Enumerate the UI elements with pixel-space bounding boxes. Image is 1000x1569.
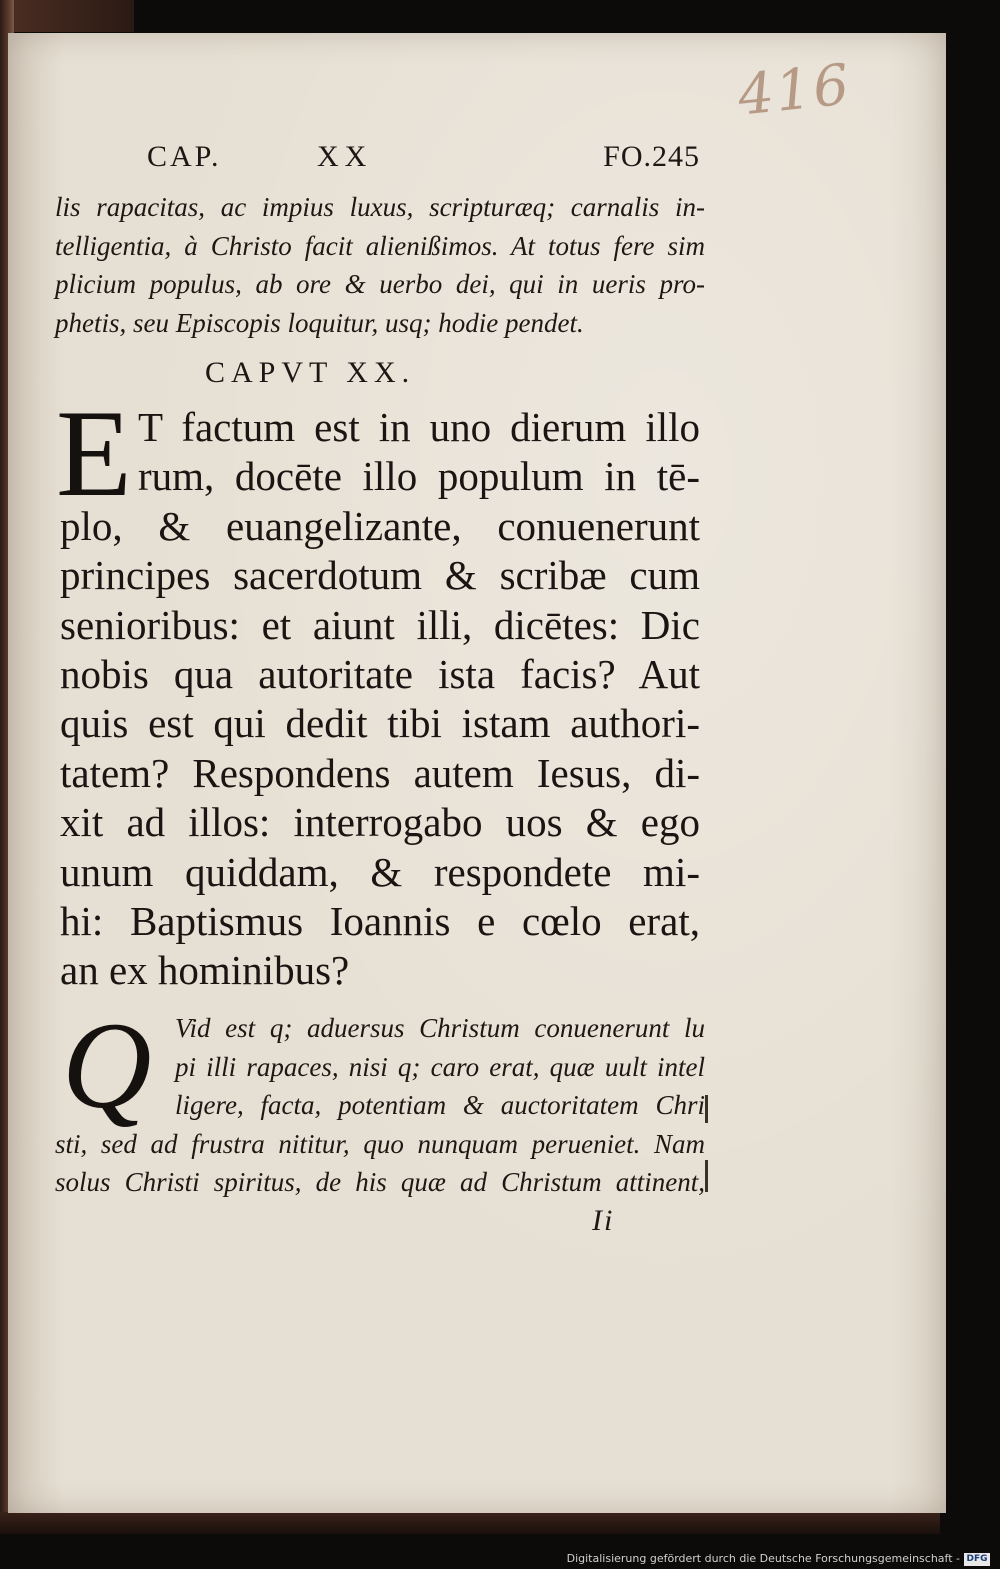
drop-cap-e: E <box>56 385 132 522</box>
dfg-logo: DFG <box>964 1553 990 1566</box>
margin-mark <box>705 1160 708 1192</box>
commentary-line: plicium populus, ab ore & uerbo dei, qui in ueris pro- <box>55 269 705 299</box>
scripture-line: T factum est in uno dierum illo <box>138 404 700 450</box>
commentary-line: phetis, seu Episcopis loquitur, usq; hodie pendet. <box>55 307 584 338</box>
drop-cap-q: Q <box>62 997 152 1134</box>
pencil-folio-number: 416 <box>734 52 854 129</box>
scripture-line: senioribus: et aiunt illi, dicētes: Dic <box>60 601 700 648</box>
gloss-line: pi illi rapaces, nisi q; caro erat, quæ uult intel <box>175 1051 705 1082</box>
commentary-continuation <box>55 188 705 342</box>
scripture-line: unum quiddam, & respondete mi- <box>60 848 700 895</box>
running-head-folio: FO.245 <box>603 140 700 173</box>
commentary-line: telligentia, à Christo facit alienißimos. At totus fere sim <box>55 230 705 261</box>
gloss-line: ligere, facta, potentiam & auctoritatem Chri <box>175 1090 705 1120</box>
scripture-line: hi: Baptismus Ioannis e cœlo erat, <box>60 897 700 944</box>
bottom-edge <box>0 1512 940 1534</box>
scripture-line: xit ad illos: interrogabo uos & ego <box>60 799 700 846</box>
margin-mark <box>705 1095 708 1123</box>
scripture-line: plo, & euangelizante, conuenerunt <box>60 502 700 549</box>
running-head-number: XX <box>317 140 373 173</box>
chapter-heading: CAPVT XX. <box>205 356 416 389</box>
scripture-line: principes sacerdotum & scribæ cum <box>60 552 700 599</box>
scripture-line: an ex hominibus? <box>60 947 350 994</box>
scripture-text <box>60 403 700 996</box>
cover-edge <box>14 0 134 32</box>
scripture-line: quis est qui dedit tibi istam authori- <box>60 700 700 747</box>
gloss-line: solus Christi spiritus, de his quæ ad Christum attinent, <box>55 1167 705 1197</box>
commentary-line: lis rapacitas, ac impius luxus, scripturæq; carnalis in- <box>55 192 705 222</box>
digitization-credit: Digitalisierung gefördert durch die Deutsche Forschungsgemeinschaft - <box>566 1552 960 1565</box>
scripture-line: nobis qua autoritate ista facis? Aut <box>60 650 700 697</box>
running-head-chapter: CAP. <box>147 140 222 173</box>
signature-mark: Ii <box>592 1204 615 1237</box>
commentary-gloss <box>55 1009 705 1202</box>
gloss-line: sti, sed ad frustra nititur, quo nunquam perueniet. Nam <box>55 1128 705 1159</box>
gloss-line: Vid est q; aduersus Christum conuenerunt lu <box>175 1013 705 1043</box>
scripture-line: rum, docēte illo populum in tē- <box>138 453 700 500</box>
scripture-line: tatem? Respondens autem Iesus, di- <box>60 749 700 796</box>
